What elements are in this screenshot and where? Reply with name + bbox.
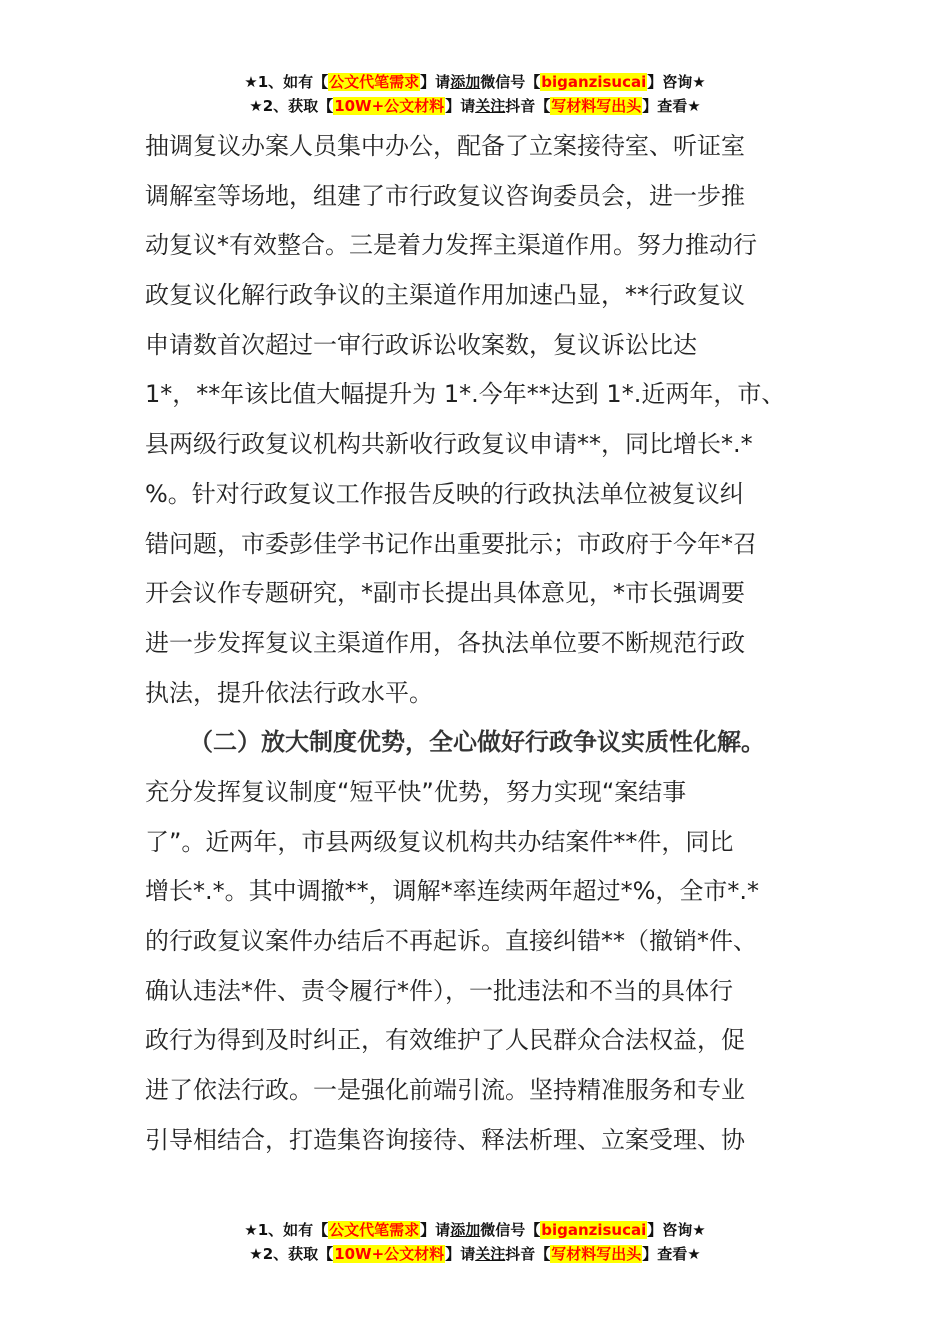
footer-banner bbox=[0, 1218, 950, 1266]
text-line: 进一步发挥复议主渠道作用，各执法单位要不断规范行政 bbox=[145, 628, 745, 657]
text-line: 执法，提升依法行政水平。 bbox=[145, 678, 433, 707]
text-line: 政行为得到及时纠正，有效维护了人民群众合法权益，促 bbox=[145, 1026, 745, 1055]
text-line: 进了依法行政。一是强化前端引流。坚持精准服务和专业 bbox=[145, 1076, 745, 1105]
text-line: 确认违法*件、责令履行*件），一批违法和不当的具体行 bbox=[145, 976, 733, 1005]
text-line: 县两级行政复议机构共新收行政复议申请**，同比增长*.* bbox=[145, 430, 753, 459]
text-line: 抽调复议办案人员集中办公，配备了立案接待室、听证室 bbox=[145, 132, 745, 160]
text-line: 错问题，市委彭佳学书记作出重要批示；市政府于今年*召 bbox=[145, 529, 757, 558]
banner-line-2: ★2、获取【10W+公文材料】请关注抖音【写材料写出头】查看★ bbox=[249, 97, 701, 115]
text-line: 开会议作专题研究，*副市长提出具体意见，*市长强调要 bbox=[145, 579, 745, 608]
banner-line-2: ★2、获取【10W+公文材料】请关注抖音【写材料写出头】查看★ bbox=[249, 1245, 701, 1263]
highlight-wechat-id: biganzisucai bbox=[541, 73, 647, 91]
highlight-douyin: 写材料写出头 bbox=[551, 97, 642, 115]
highlight-service: 公文代笔需求 bbox=[329, 73, 420, 91]
highlight-service: 公文代笔需求 bbox=[329, 1221, 420, 1239]
header-banner bbox=[0, 70, 950, 118]
highlight-douyin: 写材料写出头 bbox=[551, 1245, 642, 1263]
text-line: 1*，**年该比值大幅提升为 1*.今年**达到 1*.近两年，市、 bbox=[145, 380, 786, 409]
text-line: 充分发挥复议制度“短平快”优势，努力实现“案结事 bbox=[145, 777, 687, 806]
text-line: 申请数首次超过一审行政诉讼收案数，复议诉讼比达 bbox=[145, 330, 697, 359]
text-line: 动复议*有效整合。三是着力发挥主渠道作用。努力推动行 bbox=[145, 231, 757, 260]
highlight-wechat-id: biganzisucai bbox=[541, 1221, 647, 1239]
text-line: 的行政复议案件办结后不再起诉。直接纠错**（撤销*件、 bbox=[145, 927, 757, 955]
text-line: %。针对行政复议工作报告反映的行政执法单位被复议纠 bbox=[145, 479, 744, 508]
banner-line-1: ★1、如有【公文代笔需求】请添加微信号【biganzisucai】咨询★ bbox=[244, 1221, 706, 1239]
banner-line-1: ★1、如有【公文代笔需求】请添加微信号【biganzisucai】咨询★ bbox=[244, 73, 706, 91]
highlight-materials: 10W+公文材料 bbox=[334, 97, 445, 115]
text-line: 引导相结合，打造集咨询接待、释法析理、立案受理、协 bbox=[145, 1125, 745, 1154]
text-line: 政复议化解行政争议的主渠道作用加速凸显，**行政复议 bbox=[145, 281, 745, 310]
section-heading: （二）放大制度优势，全心做好行政争议实质性化解。 bbox=[189, 728, 765, 757]
document-body bbox=[145, 122, 825, 1165]
highlight-materials: 10W+公文材料 bbox=[334, 1245, 445, 1263]
text-line: 调解室等场地，组建了市行政复议咨询委员会，进一步推 bbox=[145, 181, 745, 210]
text-line: 了”。近两年，市县两级复议机构共办结案件**件，同比 bbox=[145, 827, 734, 856]
text-line: 增长*.*。其中调撤**，调解*率连续两年超过*%，全市*.* bbox=[145, 877, 760, 906]
